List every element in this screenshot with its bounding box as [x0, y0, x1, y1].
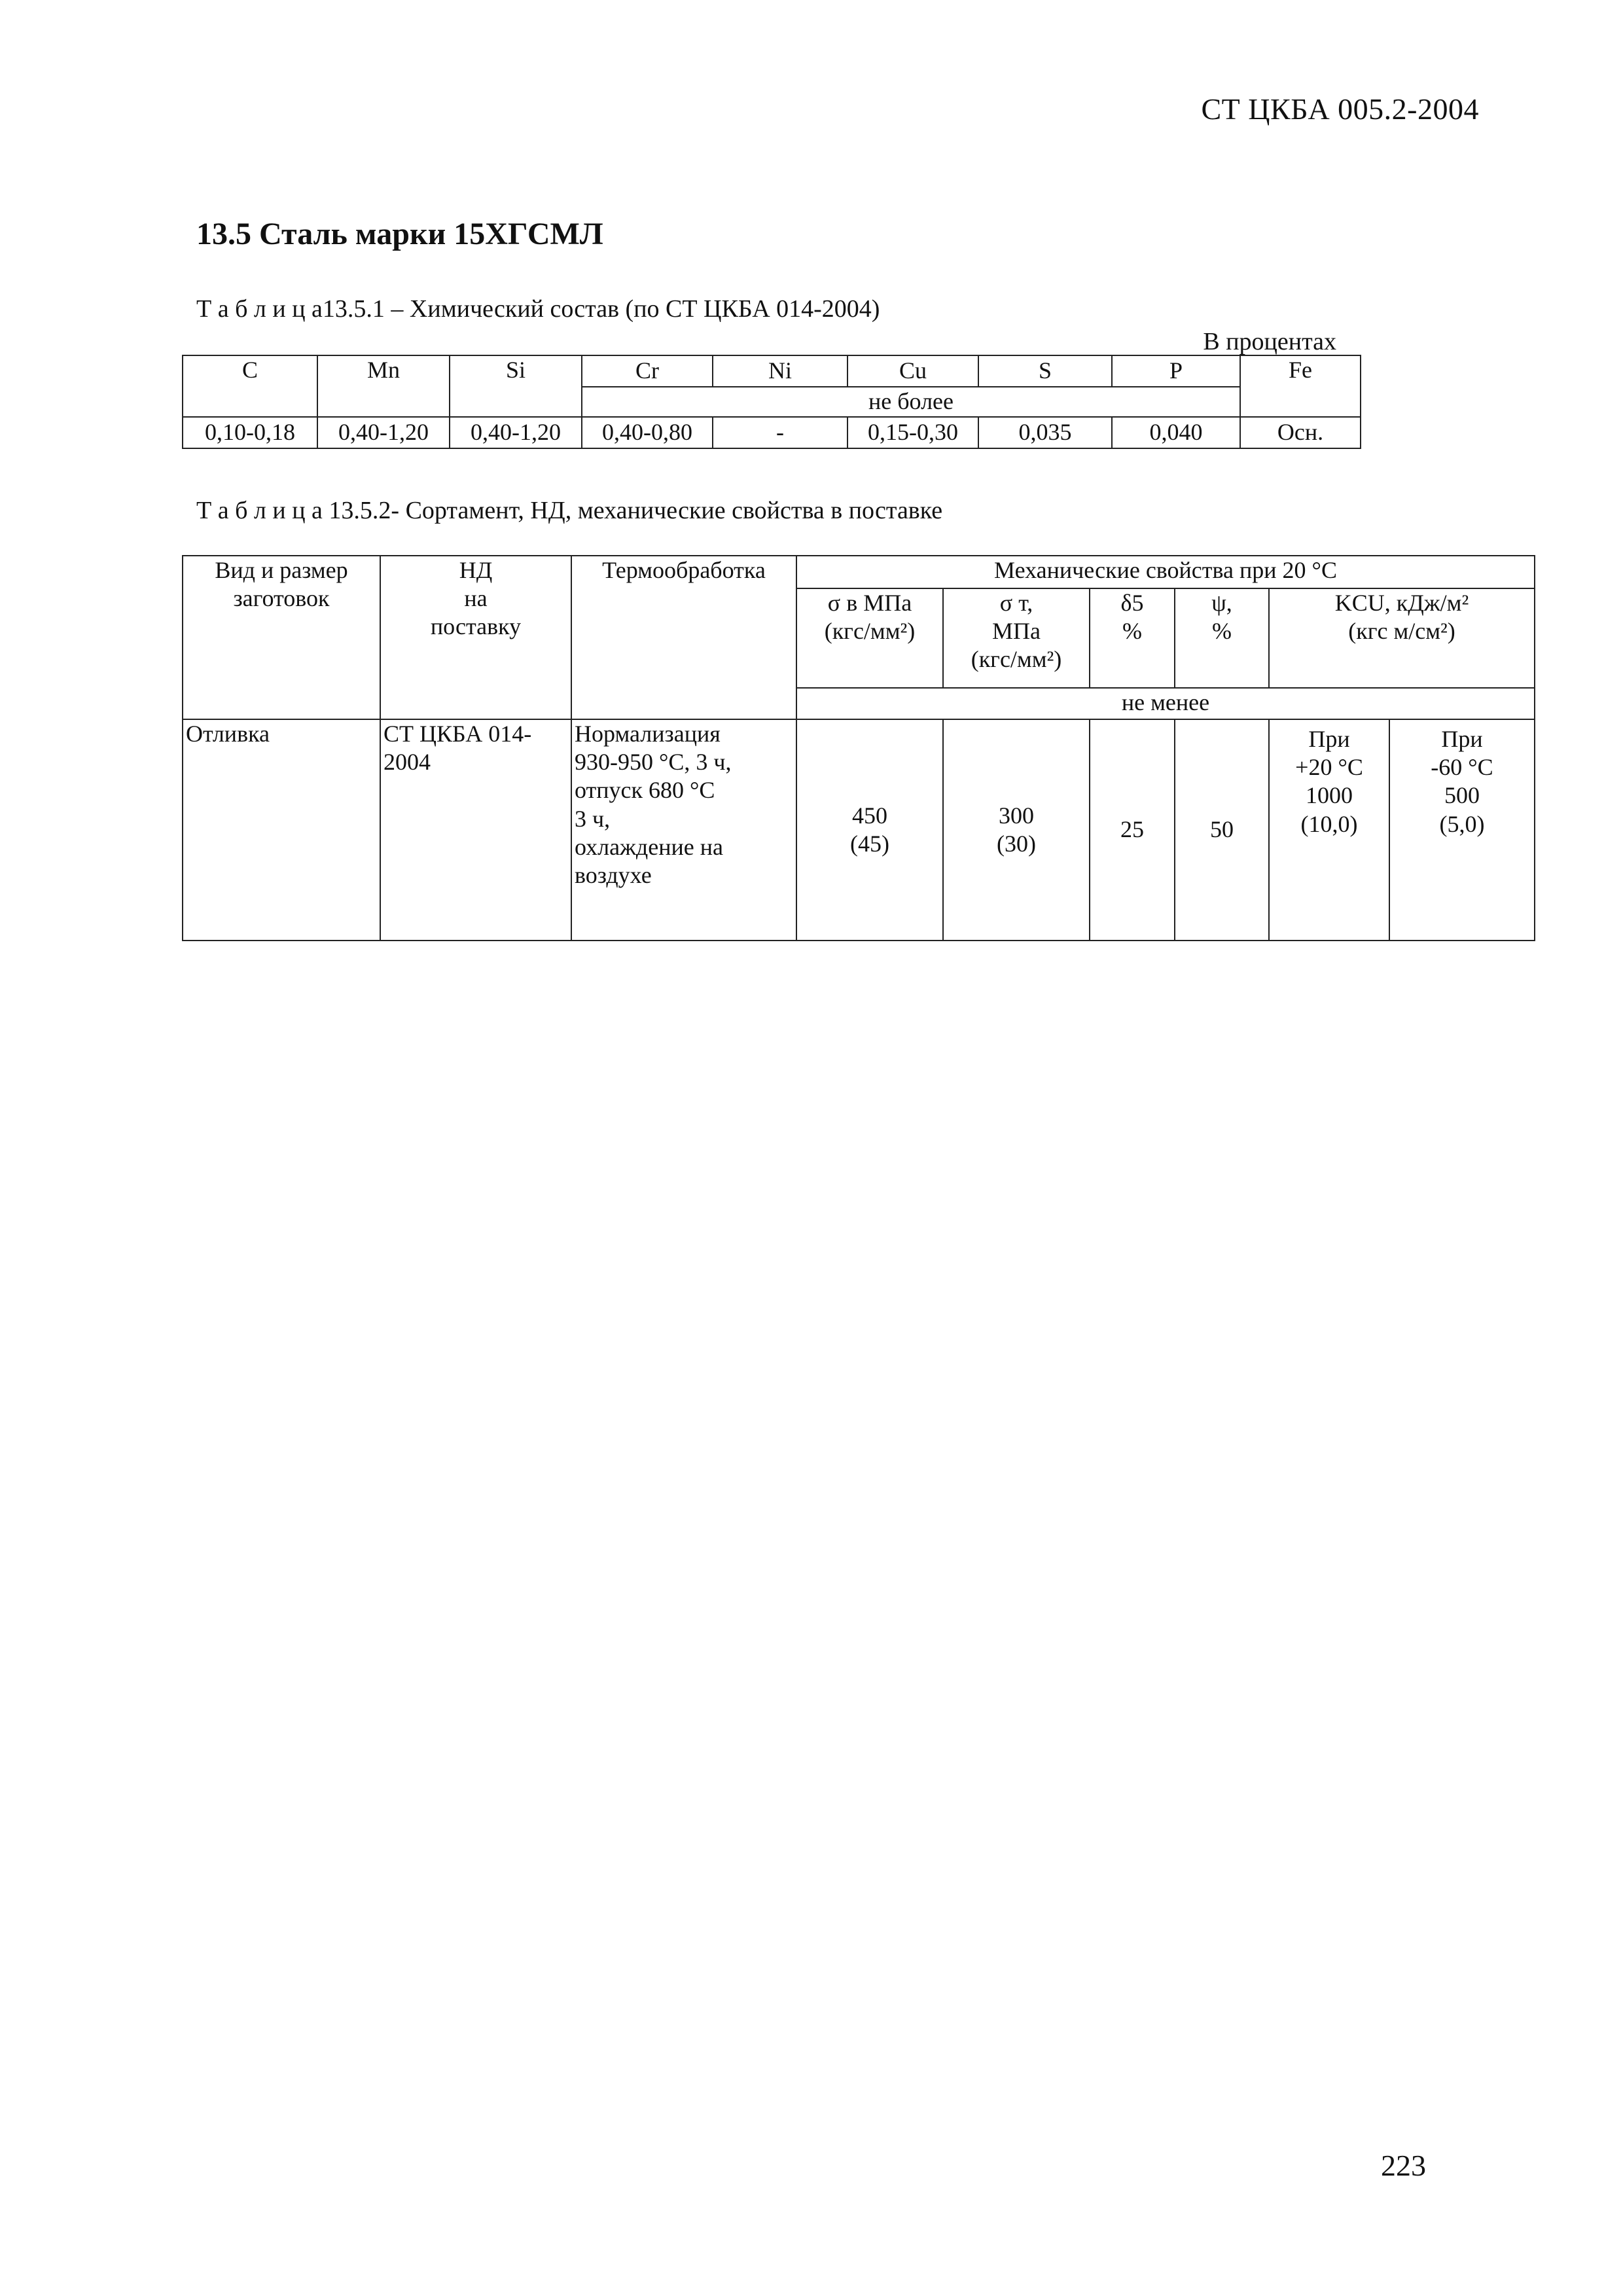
mechanical-properties-table	[182, 555, 1535, 941]
table1-header-mn: Mn	[317, 355, 450, 417]
table2-cell-sigma-b: 450 (45)	[796, 719, 943, 941]
table2-header-sigma-t: σ т, МПа (кгс/мм²)	[943, 588, 1090, 688]
table1-header-si: Si	[450, 355, 582, 417]
table1-header-cr: Cr	[582, 355, 713, 387]
table2-header-delta: δ5 %	[1090, 588, 1175, 688]
table1-header-fe: Fe	[1240, 355, 1361, 417]
table2-header-sigma-b: σ в МПа (кгс/мм²)	[796, 588, 943, 688]
table2-header-row-1	[183, 556, 1535, 588]
table1-header-row	[183, 355, 1361, 387]
table1-cell-si: 0,40-1,20	[450, 417, 582, 448]
table1-cell-ni: -	[713, 417, 847, 448]
table1-header-p: P	[1112, 355, 1240, 387]
table2-cell-sigma-t: 300 (30)	[943, 719, 1090, 941]
table-row	[183, 417, 1361, 448]
page-number: 223	[1381, 2149, 1426, 2182]
table2-header-blank: Вид и размер заготовок	[183, 556, 380, 719]
table1-cell-p: 0,040	[1112, 417, 1240, 448]
table1-header-cu: Cu	[847, 355, 978, 387]
table1-units-note: В процентах	[1203, 328, 1336, 355]
table2-cell-nd: СТ ЦКБА 014- 2004	[380, 719, 571, 941]
table2-cell-kcu-minus60: При -60 °С 500 (5,0)	[1389, 719, 1535, 941]
table2-caption: Т а б л и ц а 13.5.2- Сортамент, НД, механические свойства в поставке	[196, 497, 943, 524]
table1-cell-s: 0,035	[978, 417, 1112, 448]
section-title: 13.5 Сталь марки 15ХГСМЛ	[196, 217, 603, 251]
table2-header-psi: ψ, %	[1175, 588, 1269, 688]
table1-header-s: S	[978, 355, 1112, 387]
table2-cell-heat-treatment: Нормализация 930-950 °С, 3 ч, отпуск 680 °С 3 ч, охлаждение на воздухе	[571, 719, 796, 941]
document-code: СТ ЦКБА 005.2-2004	[1201, 92, 1479, 126]
table1-header-ni: Ni	[713, 355, 847, 387]
chemical-composition-table	[182, 355, 1361, 449]
table2-header-mechanical: Механические свойства при 20 °С	[796, 556, 1535, 588]
table1-cell-fe: Осн.	[1240, 417, 1361, 448]
table2-header-min-note: не менее	[796, 688, 1535, 719]
table1-cell-c: 0,10-0,18	[183, 417, 317, 448]
table2-header-nd: НД на поставку	[380, 556, 571, 719]
table1-cell-cr: 0,40-0,80	[582, 417, 713, 448]
table2-header-kcu: KCU, кДж/м² (кгс м/см²)	[1269, 588, 1535, 688]
table1-cell-mn: 0,40-1,20	[317, 417, 450, 448]
table2-cell-psi: 50	[1175, 719, 1269, 941]
table1-subheader-max: не более	[582, 387, 1240, 417]
table2-cell-blank: Отливка	[183, 719, 380, 941]
table2-header-heat-treatment: Термообработка	[571, 556, 796, 719]
table1-header-c: C	[183, 355, 317, 417]
table1-caption: Т а б л и ц а13.5.1 – Химический состав (по СТ ЦКБА 014-2004)	[196, 295, 880, 323]
table2-cell-delta: 25	[1090, 719, 1175, 941]
table2-cell-kcu-plus20: При +20 °С 1000 (10,0)	[1269, 719, 1389, 941]
table1-cell-cu: 0,15-0,30	[847, 417, 978, 448]
table-row	[183, 719, 1535, 941]
